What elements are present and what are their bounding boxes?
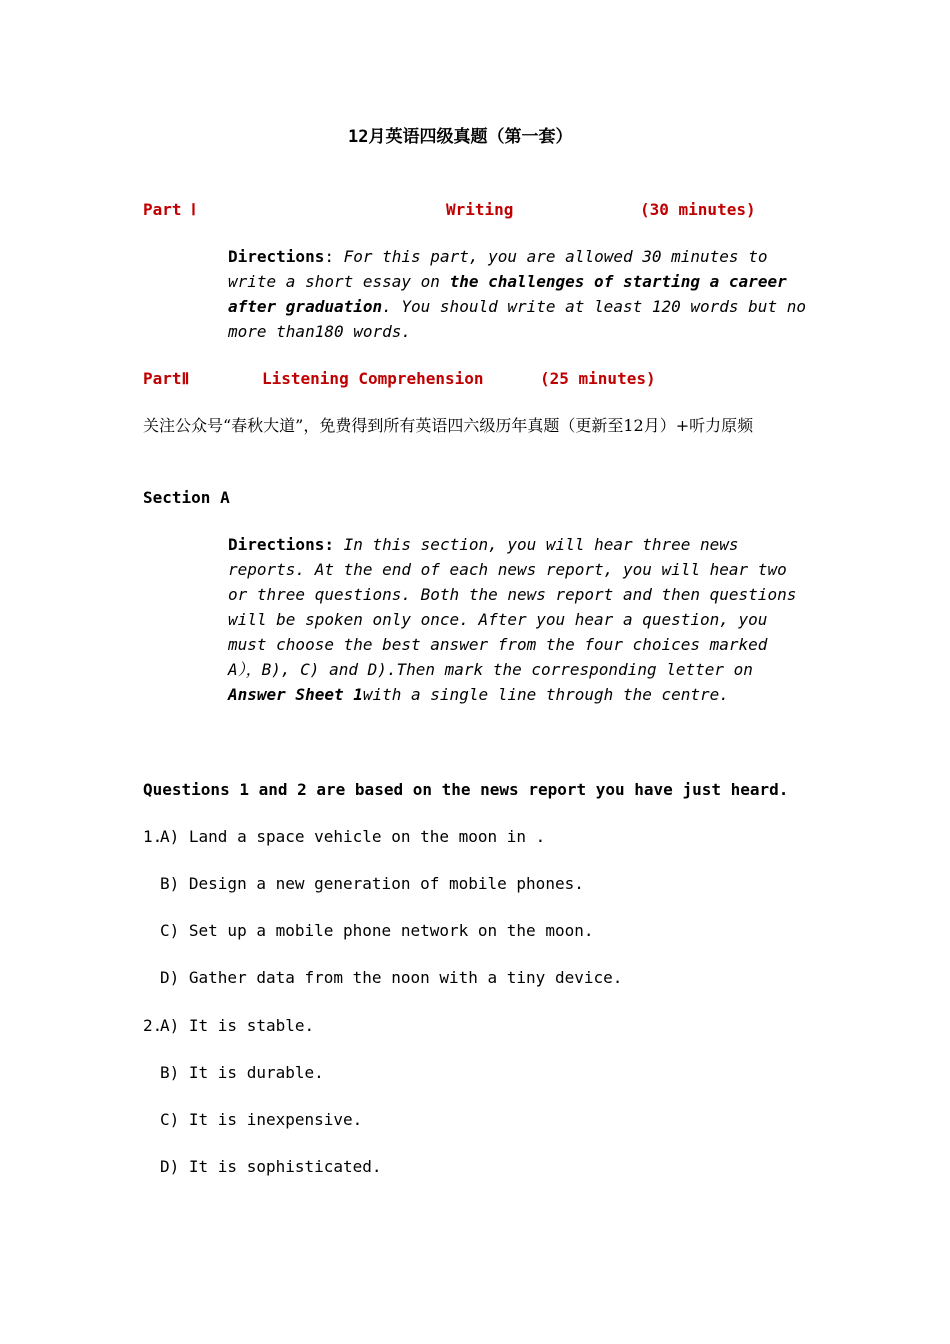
part2-name: Listening Comprehension: [262, 369, 484, 388]
section-a-directions: [228, 532, 808, 707]
part1-directions-text-1: For this part, you are allowed 30 minutes to write a short essay on: [228, 247, 768, 291]
question-1-option-a: A) Land a space vehicle on the moon in .: [160, 827, 546, 846]
part1-time: (30 minutes): [640, 200, 756, 219]
part1-directions-text-2: . You should write at least 120 words but no more than180 words.: [228, 297, 806, 341]
part1-name: Writing: [446, 200, 514, 219]
part1-directions-colon: :: [324, 247, 334, 266]
notice-text: 关注公众号“春秋大道”，免费得到所有英语四六级历年真题（更新至12月）+听力原频: [143, 416, 754, 435]
part2-time: (25 minutes): [540, 369, 656, 388]
part1-directions: [228, 244, 808, 344]
section-a-directions-label: Directions:: [228, 535, 334, 554]
question-1-option-c: C) Set up a mobile phone network on the moon.: [160, 921, 594, 940]
question-1-option-d: D) Gather data from the noon with a tiny device.: [160, 968, 623, 987]
part2-label: PartⅡ: [143, 369, 190, 388]
questions-heading: Questions 1 and 2 are based on the news report you have just heard.: [143, 780, 789, 799]
question-2-number: 2.: [143, 1016, 163, 1035]
question-1-option-b: B) Design a new generation of mobile phones.: [160, 874, 584, 893]
page-title: 12月英语四级真题（第一套）: [348, 127, 573, 147]
question-2-option-d: D) It is sophisticated.: [160, 1157, 382, 1176]
part1-directions-label: Directions: [228, 247, 325, 266]
question-2-option-c: C) It is inexpensive.: [160, 1110, 363, 1129]
question-2-option-a: A) It is stable.: [160, 1016, 315, 1035]
section-a-directions-text-1: In this section, you will hear three news reports. At the end of each news report, you will hear two or three questions. Both the news report and then questions will be spoken only once. After you hear a question, you must choose the best answer from the four choices marked A），B), C) and D).Then mark the corresponding letter on: [228, 535, 797, 679]
part1-directions-topic: the challenges of starting a career after graduation: [228, 272, 787, 316]
section-a-directions-text-2: with a single line through the centre.: [362, 685, 729, 704]
question-2-option-b: B) It is durable.: [160, 1063, 324, 1082]
answer-sheet-label: Answer Sheet 1: [228, 685, 363, 704]
part1-label: Part Ⅰ: [143, 200, 196, 219]
section-a-heading: Section A: [143, 488, 230, 507]
question-1-number: 1.: [143, 827, 163, 846]
